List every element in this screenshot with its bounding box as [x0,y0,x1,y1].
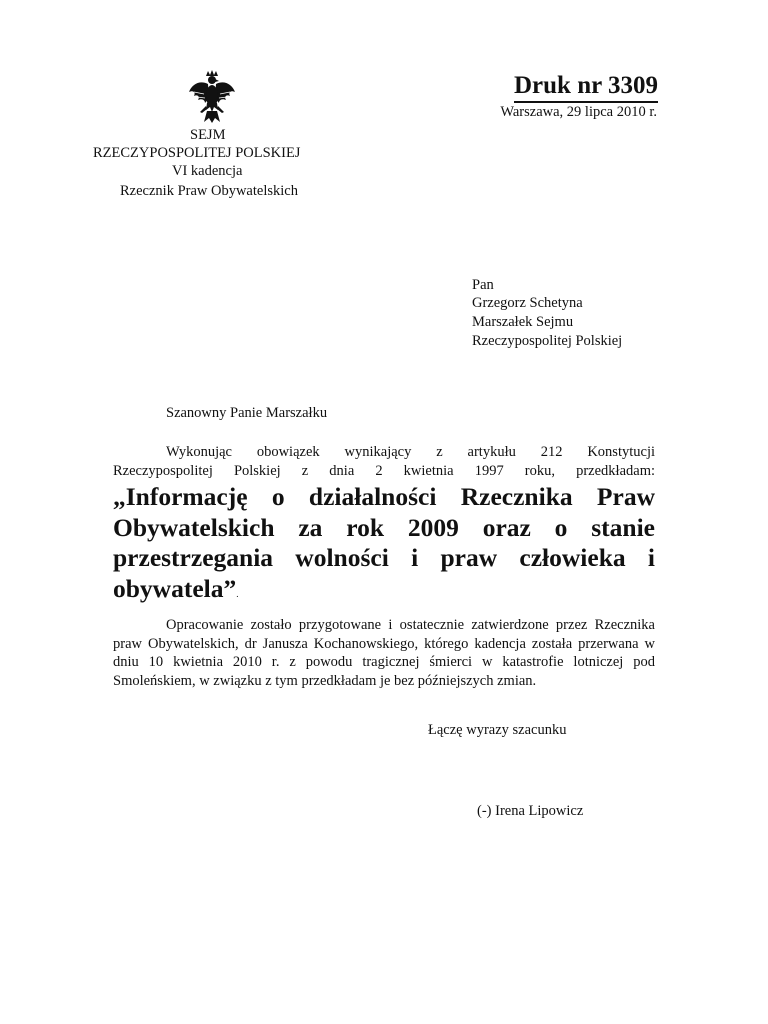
addressee-line-2: Grzegorz Schetyna [472,295,583,311]
addressee-line-3: Marszałek Sejmu [472,314,574,330]
document-date: Warszawa, 29 lipca 2010 r. [500,104,657,120]
addressee-line-1: Pan [472,277,494,293]
closing: Łączę wyrazy szacunku [428,722,567,738]
salutation: Szanowny Panie Marszałku [166,405,328,421]
org-line-rzeczypospolitej: RZECZYPOSPOLITEJ POLSKIEJ [93,145,301,161]
document-number: Druk nr 3309 [514,72,658,103]
org-line-kadencja: VI kadencja [172,163,243,179]
polish-eagle-icon [188,70,236,124]
org-line-sejm: SEJM [190,127,226,143]
addressee-line-4: Rzeczypospolitej Polskiej [472,333,623,349]
intro-line-2: Rzeczypospolitej Polskiej z dnia 2 kwietnia 1997 roku, przedkładam: [113,463,655,479]
intro-line-1: Wykonując obowiązek wynikający z artykułu 212 Konstytucji [166,444,655,460]
report-title-text: „Informację o działalności Rzecznika Praw Obywatelskich za rok 2009 oraz o stanie przestrzegania wolności i praw człowieka i obywatela” [113,482,655,603]
signature: (-) Irena Lipowicz [477,803,584,819]
org-line-rpo: Rzecznik Praw Obywatelskich [120,183,298,199]
body-paragraph: Opracowanie zostało przygotowane i ostatecznie zatwierdzone przez Rzecznika praw Obywatelskich, dr Janusza Kochanowskiego, którego kadencja została przerwana w dniu 10 kwietnia 2010 r. z powodu tragicznej śmierci w katastrofie lotniczej pod Smoleńskiem, w związku z tym przedkładam je bez późniejszych zmian. [113,617,655,689]
report-title-suffix: . [236,588,239,599]
report-title [113,482,655,609]
